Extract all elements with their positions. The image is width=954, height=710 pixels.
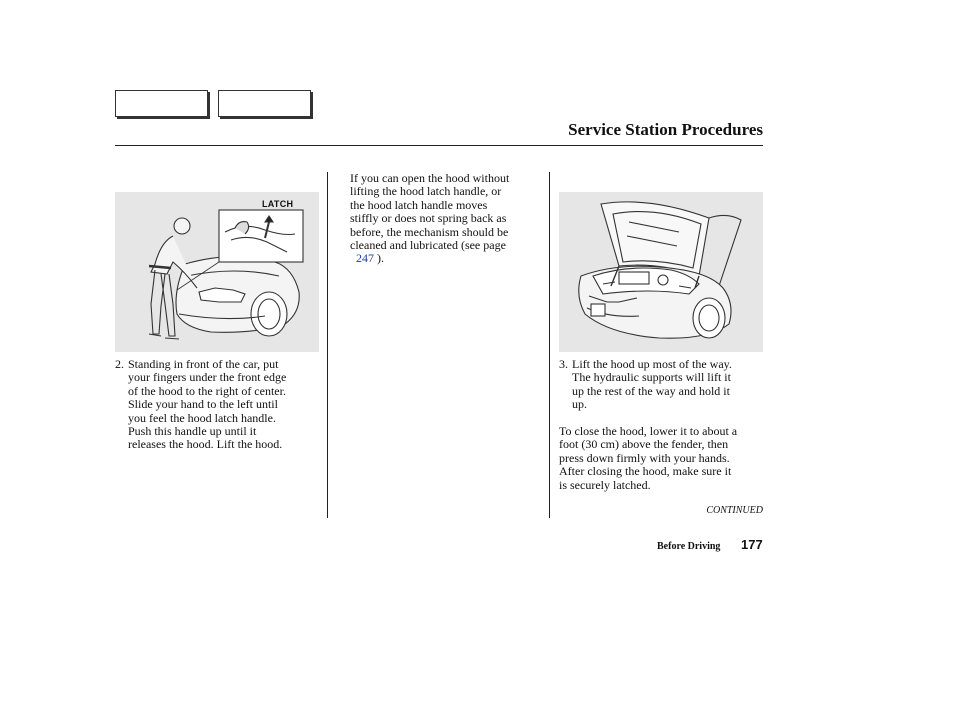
column-divider-1 [327, 172, 328, 518]
note-line: stiffly or does not spring back as [350, 211, 507, 226]
closing-instructions [559, 425, 765, 492]
step-2-line: you feel the hood latch handle. [128, 410, 276, 425]
closing-line: foot (30 cm) above the fender, then [559, 437, 729, 452]
note-line: the hood latch handle moves [350, 197, 488, 212]
step-3-line: up. [572, 397, 587, 412]
step-3-instructions [559, 358, 772, 412]
continued-label: CONTINUED [706, 505, 763, 516]
note-line-with-link [350, 252, 536, 265]
car-hood-raised-drawing [559, 192, 763, 352]
closing-line: After closing the hood, make sure it [559, 464, 732, 479]
header-rule [115, 145, 763, 146]
step-3-line: Lift the hood up most of the way. [572, 357, 732, 371]
nav-button-1[interactable] [115, 90, 208, 117]
hood-raised-illustration [559, 192, 763, 352]
note-line: cleaned and lubricated (see page [350, 238, 506, 253]
note-line: If you can open the hood without [350, 171, 510, 185]
latch-maintenance-note [350, 172, 536, 266]
step-2-line: your fingers under the front edge [128, 370, 287, 385]
nav-button-2[interactable] [218, 90, 311, 117]
step-2-line: releases the hood. Lift the hood. [128, 437, 283, 452]
closing-line: press down firmly with your hands. [559, 450, 730, 465]
step-2-number: 2. [115, 357, 124, 371]
step-3-number: 3. [559, 357, 568, 371]
note-line-end: ). [374, 251, 384, 266]
page-247-link[interactable]: 247 [356, 251, 374, 266]
step-2-instructions [115, 358, 328, 452]
column-divider-2 [549, 172, 550, 518]
closing-line: To close the hood, lower it to about a [559, 424, 738, 438]
step-2-line: of the hood to the right of center. [128, 383, 286, 398]
step-2-line: Push this handle up until it [128, 424, 257, 439]
note-line: before, the mechanism should be [350, 224, 509, 239]
step-3-line: The hydraulic supports will lift it [572, 370, 731, 385]
footer-section-name: Before Driving [657, 541, 721, 552]
step-3-line: up the rest of the way and hold it [572, 383, 730, 398]
section-title: Service Station Procedures [568, 120, 763, 139]
latch-label: LATCH [262, 199, 294, 209]
step-2-line: Standing in front of the car, put [128, 357, 279, 371]
closing-line: is securely latched. [559, 477, 651, 492]
hood-latch-illustration [115, 192, 319, 352]
step-2-line: Slide your hand to the left until [128, 397, 278, 412]
note-line: lifting the hood latch handle, or [350, 184, 502, 199]
page-number: 177 [741, 537, 763, 552]
person-at-car-drawing [115, 192, 319, 352]
